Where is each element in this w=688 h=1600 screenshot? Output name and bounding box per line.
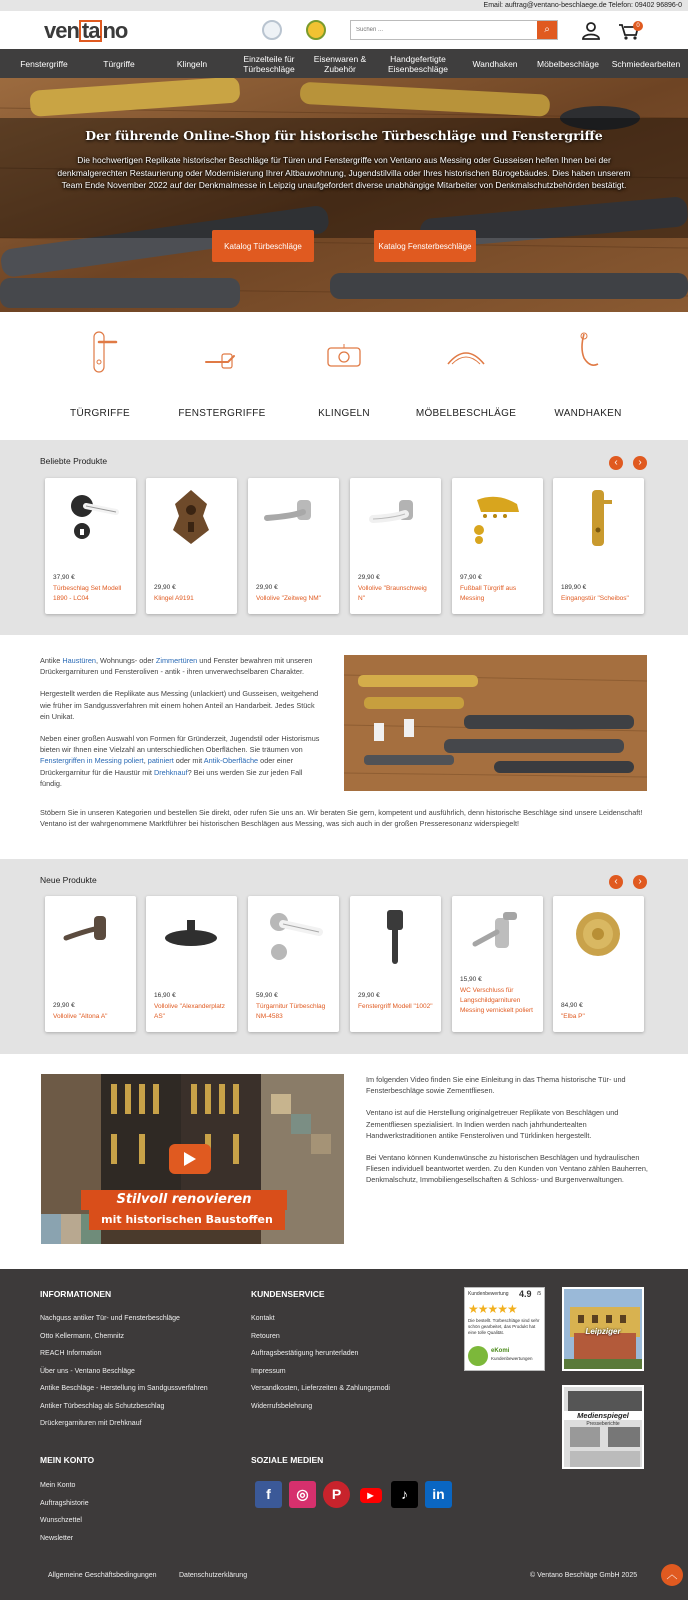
furniture-handle-icon (444, 328, 488, 378)
product-price: 189,90 € (561, 584, 587, 591)
ekomi-label: eKomi (491, 1348, 510, 1354)
category-label: WANDHAKEN (554, 408, 622, 419)
product-price: 29,90 € (154, 584, 176, 591)
footer-link[interactable]: Auftragshistorie (40, 1500, 89, 1507)
footer-info-heading: INFORMATIONEN (40, 1289, 112, 1299)
footer-link[interactable]: Antike Beschläge - Herstellung im Sandgussverfahren (40, 1385, 208, 1392)
footer-link[interactable]: Otto Kellermann, Chemnitz (40, 1333, 125, 1340)
product-name[interactable]: Eingangstür "Scheibos" (561, 595, 629, 602)
hero-text: Die hochwertigen Replikate historischer Beschläge für Türen und Fenstergriffe von Ventano aus Messing oder Gusseisen helfen Ihnen bei der denkmalgerechten Restaurierung oder Modernisierung Ihrer Altbauwohnung, Jugendstilvilla oder Ihres historischen Bürogebäudes. Dies haben unserem Team Ende November 2022 auf der Denkmalmesse in Leipzig unaufgefordert diverse unabhängige Mitarbeiter von Denkmalschutzbehörden bestätigt. (57, 155, 631, 190)
product-card[interactable] (553, 896, 644, 1032)
press-image-2[interactable] (562, 1385, 644, 1469)
press-title: Medienspiegel (564, 1411, 642, 1420)
rating-label: Kundenbewertung (468, 1291, 509, 1297)
ekomi-sublabel: Kundenbewertungen (491, 1356, 533, 1361)
popular-products-section (0, 440, 688, 635)
rating-stars-icon: ★★★★★ (468, 1302, 517, 1316)
product-image (263, 486, 323, 546)
video-section (0, 1054, 688, 1264)
product-image (60, 904, 120, 964)
site-header (0, 11, 688, 49)
rating-scale: /5 (537, 1291, 542, 1297)
product-card[interactable] (45, 478, 136, 614)
catalog-door-button[interactable]: Katalog Türbeschläge (212, 230, 314, 262)
hero-title: Der führende Online-Shop für historische Türbeschläge und Fenstergriffe (85, 128, 603, 143)
top-contact-bar (0, 0, 688, 11)
ekomi-badge-icon (468, 1346, 488, 1366)
footer-link[interactable]: Über uns - Ventano Beschläge (40, 1368, 135, 1375)
link-patiniert[interactable]: patiniert (147, 756, 174, 766)
footer-link[interactable]: Nachguss antiker Tür- und Fensterbeschläge (40, 1315, 180, 1322)
text: Neben einer großen Auswahl von Formen für Gründerzeit, Jugendstil oder Historismus bieten wir Ihnen eine Vielzahl an unterschiedlichen Oberflächen. Sie träumen von (40, 734, 320, 755)
category-label: FENSTERGRIFFE (178, 408, 266, 419)
product-card[interactable] (45, 896, 136, 1032)
product-name[interactable]: Türbeschlag Set Modell 1890 - LC04 (53, 585, 122, 602)
text: und Fenster bewahren mit unseren Drückergarnituren und Fensteroliven - antik - ihren unverwechselbaren Charakter. (40, 656, 313, 677)
press-title: Leipziger (585, 1327, 621, 1336)
nav-handgefertigt[interactable]: Handgefertigte Eisenbeschläge (387, 53, 448, 74)
product-card[interactable] (553, 478, 644, 614)
press-clippings (564, 1387, 644, 1469)
footer-link[interactable]: Retouren (251, 1333, 280, 1340)
product-image (568, 486, 628, 548)
link-antik-oberflaeche[interactable]: Antik-Oberfläche (203, 756, 259, 766)
footer-account-heading: MEIN KONTO (40, 1455, 95, 1465)
press-image-1[interactable] (562, 1287, 644, 1371)
search-icon: ⌕ (544, 24, 550, 35)
video-paragraph: Bei Ventano können Kundenwünsche zu historischen Beschlägen und hydraulischen Fliesen individuell beantwortet werden. Zu den Kunden von Ventano zählen Bauherren, Denkmalschutz, Immobiliengesellschaften & Schloss- und Burgenverwaltungen. (366, 1153, 648, 1185)
tiktok-icon[interactable]: ♪ (391, 1481, 418, 1508)
category-wandhaken[interactable] (528, 328, 648, 419)
product-card[interactable] (146, 478, 237, 614)
product-image (365, 486, 425, 546)
carousel-prev-button[interactable]: ‹ (609, 875, 623, 889)
product-price: 37,90 € (53, 574, 75, 581)
category-klingeln[interactable] (284, 328, 404, 419)
carousel-next-button[interactable]: › (633, 875, 647, 889)
logo[interactable]: ven ta no (44, 18, 128, 43)
scroll-to-top-button[interactable] (661, 1564, 683, 1586)
press-subtitle: Presseberichte (586, 1421, 620, 1427)
video-caption-line2: mit historischen Baustoffen (101, 1213, 273, 1226)
site-footer (0, 1269, 688, 1600)
product-card[interactable] (452, 478, 543, 614)
product-image (467, 904, 527, 968)
agb-link[interactable]: Allgemeine Geschäftsbedingungen (48, 1572, 157, 1579)
product-name[interactable]: Klingel A9191 (154, 595, 194, 602)
user-account-icon[interactable] (582, 22, 600, 40)
link-haustueren[interactable]: Haustüren (62, 656, 96, 665)
nav-einzelteile[interactable]: Einzelteile für Türbeschläge (243, 53, 295, 74)
product-name[interactable]: Vollolive "Zeitweg NM" (256, 595, 321, 602)
category-fenstergriffe[interactable] (162, 328, 282, 419)
product-card[interactable] (350, 896, 441, 1032)
link-drehknauf[interactable]: Drehknauf (153, 767, 188, 777)
footer-social-heading: SOZIALE MEDIEN (251, 1455, 324, 1465)
product-price: 97,90 € (460, 574, 482, 581)
hero-banner (0, 78, 688, 312)
copyright-text: © Ventano Beschläge GmbH 2025 (530, 1572, 638, 1579)
search-bar (350, 20, 558, 40)
product-name[interactable]: Vollolive "Braunschweig N" (358, 585, 427, 602)
product-price: 84,90 € (561, 1002, 583, 1009)
category-label: TÜRGRIFFE (70, 408, 130, 419)
footer-link[interactable]: Mein Konto (40, 1482, 76, 1489)
product-name[interactable]: Vollolive "Altona A" (53, 1013, 108, 1020)
carousel-prev-button[interactable]: ‹ (609, 456, 623, 470)
quality-seal-icon (262, 20, 282, 40)
youtube-icon[interactable]: ▶ (357, 1481, 384, 1508)
nav-klingeln[interactable]: Klingeln (176, 58, 208, 69)
footer-link[interactable]: Widerrufsbelehrung (251, 1403, 313, 1410)
category-tuergriffe[interactable] (40, 328, 160, 419)
window-handle-icon (202, 328, 242, 378)
category-row (0, 312, 688, 440)
footer-link[interactable]: Newsletter (40, 1535, 74, 1542)
new-products-section (0, 859, 688, 1054)
footer-link[interactable]: Kontakt (251, 1315, 275, 1322)
link-zimmertueren[interactable]: Zimmertüren (155, 656, 198, 665)
product-image (467, 486, 527, 546)
facebook-icon[interactable]: f (255, 1481, 282, 1508)
product-image (365, 904, 425, 968)
search-input[interactable] (351, 21, 537, 39)
pinterest-icon[interactable]: P (323, 1481, 350, 1508)
contact-text: Email: auftrag@ventano-beschlaege.de Telefon: 09402 96896-0 (483, 2, 682, 9)
footer-link[interactable]: Versandkosten, Lieferzeiten & Zahlungsmodi (251, 1385, 390, 1392)
product-price: 29,90 € (256, 584, 278, 591)
rating-text: Die bestellt. Türbeschläge sind sehr schön gearbeitet, das Produkt hat eine tolle Qualität. (468, 1318, 540, 1335)
video-text (366, 1074, 650, 1197)
main-nav (0, 49, 688, 78)
rating-value: 4.9 (519, 1289, 532, 1299)
product-price: 16,90 € (154, 992, 176, 999)
product-name[interactable]: Vollolive "Alexanderplatz AS" (154, 1003, 225, 1020)
category-moebelbeschlaege[interactable] (406, 328, 526, 419)
product-price: 15,90 € (460, 976, 482, 983)
product-card[interactable] (248, 896, 339, 1032)
product-card[interactable] (248, 478, 339, 614)
instagram-icon[interactable]: ◎ (289, 1481, 316, 1508)
info-paragraph (40, 655, 325, 677)
info-text-column (40, 655, 325, 800)
text: Antike (40, 656, 63, 665)
nav-fenstergriffe[interactable]: Fenstergriffe (20, 58, 68, 69)
text: oder einer Drückergarnitur für die Haustür mit (40, 756, 293, 777)
footer-link[interactable]: Antiker Türbeschlag als Schutzbeschlag (40, 1403, 165, 1410)
text: , Wohnungs- oder (95, 656, 156, 665)
product-name[interactable]: WC Verschluss für Langschildgarnituren Messing vernickelt poliert (460, 987, 533, 1014)
footer-link[interactable]: Drückergarnituren mit Drehknauf (40, 1420, 142, 1427)
info-paragraph: Hergestellt werden die Replikate aus Messing (unlackiert) und Gusseisen, weitgehend wie früher im Sandgussverfahren mit einem hohen Anteil an Handarbeit. Jedes Stück ein Unikat. (40, 689, 319, 721)
product-image (263, 904, 323, 968)
text: oder mit (173, 756, 204, 766)
product-card[interactable] (146, 896, 237, 1032)
product-name[interactable]: Türgarnitur Türbeschlag NM-4583 (256, 1003, 326, 1020)
hardware-photo (344, 655, 647, 791)
cart-count-badge: 0 (633, 21, 643, 31)
nav-wandhaken[interactable]: Wandhaken (472, 58, 518, 69)
catalog-window-button[interactable]: Katalog Fensterbeschläge (374, 230, 476, 262)
video-caption-line1: Stilvoll renovieren (116, 1192, 252, 1207)
ekomi-rating-widget[interactable] (464, 1287, 545, 1371)
text: , (143, 756, 148, 766)
product-image (161, 486, 221, 546)
video-paragraph: Im folgenden Video finden Sie eine Einleitung in das Thema historische Tür- und Fensterbeschläge sowie Zementfliesen. (366, 1075, 626, 1096)
product-image (161, 904, 221, 964)
category-label: KLINGELN (318, 408, 370, 419)
new-products-title: Neue Produkte (40, 875, 97, 885)
product-name[interactable]: Fußball Türgriff aus Messing (460, 585, 517, 602)
product-card[interactable] (350, 478, 441, 614)
product-price: 59,90 € (256, 992, 278, 999)
popular-products-title: Beliebte Produkte (40, 456, 108, 466)
footer-link[interactable]: Impressum (251, 1368, 286, 1375)
search-button[interactable] (537, 21, 557, 39)
privacy-link[interactable]: Datenschutzerklärung (179, 1572, 248, 1579)
product-image (568, 904, 628, 968)
product-price: 29,90 € (358, 992, 380, 999)
nav-eisenwaren[interactable]: Eisenwaren & Zubehör (313, 53, 367, 74)
link-messing-poliert[interactable]: Fenstergriffen in Messing poliert (40, 756, 144, 766)
nav-tuergriffe[interactable]: Türgriffe (103, 58, 135, 69)
product-name[interactable]: Fenstergriff Modell "1002" (358, 1003, 433, 1010)
info-section (0, 635, 688, 859)
info-paragraph (40, 733, 325, 789)
video-player[interactable] (41, 1074, 344, 1244)
award-seal-icon (306, 20, 326, 40)
product-card[interactable] (452, 896, 543, 1032)
info-wide-paragraph: Stöbern Sie in unseren Kategorien und bestellen Sie direkt, oder rufen Sie uns an. Wir beraten Sie gern, kompetent und ausführlich, denn historische Beschläge sind unsere Leidenschaft! Ventano ist der wahrgenommene Marktführer bei historischen Beschlägen aus Messing, was sich auch in der großen Presseresonanz widerspiegelt! (40, 808, 643, 829)
linkedin-icon[interactable]: in (425, 1481, 452, 1508)
hero-background-image (0, 78, 688, 312)
footer-service-heading: KUNDENSERVICE (251, 1289, 325, 1299)
doorbell-icon (324, 328, 364, 378)
carousel-next-button[interactable]: › (633, 456, 647, 470)
chevron-up-icon: ︿ (666, 1569, 678, 1581)
product-price: 29,90 € (358, 574, 380, 581)
product-image (60, 486, 120, 546)
text: ? Bei uns werden Sie zur jeden Fall fündig. (40, 767, 303, 788)
footer-link[interactable]: REACH Information (40, 1350, 102, 1357)
category-label: MÖBELBESCHLÄGE (415, 408, 517, 419)
wall-hook-icon (568, 328, 608, 378)
nav-schmiedearbeiten[interactable]: Schmiedearbeiten (611, 58, 681, 69)
nav-moebelbeschlaege[interactable]: Möbelbeschläge (537, 58, 599, 69)
door-handle-icon (80, 328, 120, 378)
product-price: 29,90 € (53, 1002, 75, 1009)
footer-link[interactable]: Auftragsbestätigung herunterladen (251, 1350, 359, 1357)
product-name[interactable]: "Elba P" (561, 1013, 585, 1020)
footer-link[interactable]: Wunschzettel (40, 1517, 82, 1524)
video-paragraph: Ventano ist auf die Herstellung originalgetreuer Replikate von Beschlägen und Zementfliesen spezialisiert. In Indien werden nach jahrhundertealten Handwerkstraditionen antike Fensteroliven und Türklinken hergestellt. (366, 1108, 619, 1140)
